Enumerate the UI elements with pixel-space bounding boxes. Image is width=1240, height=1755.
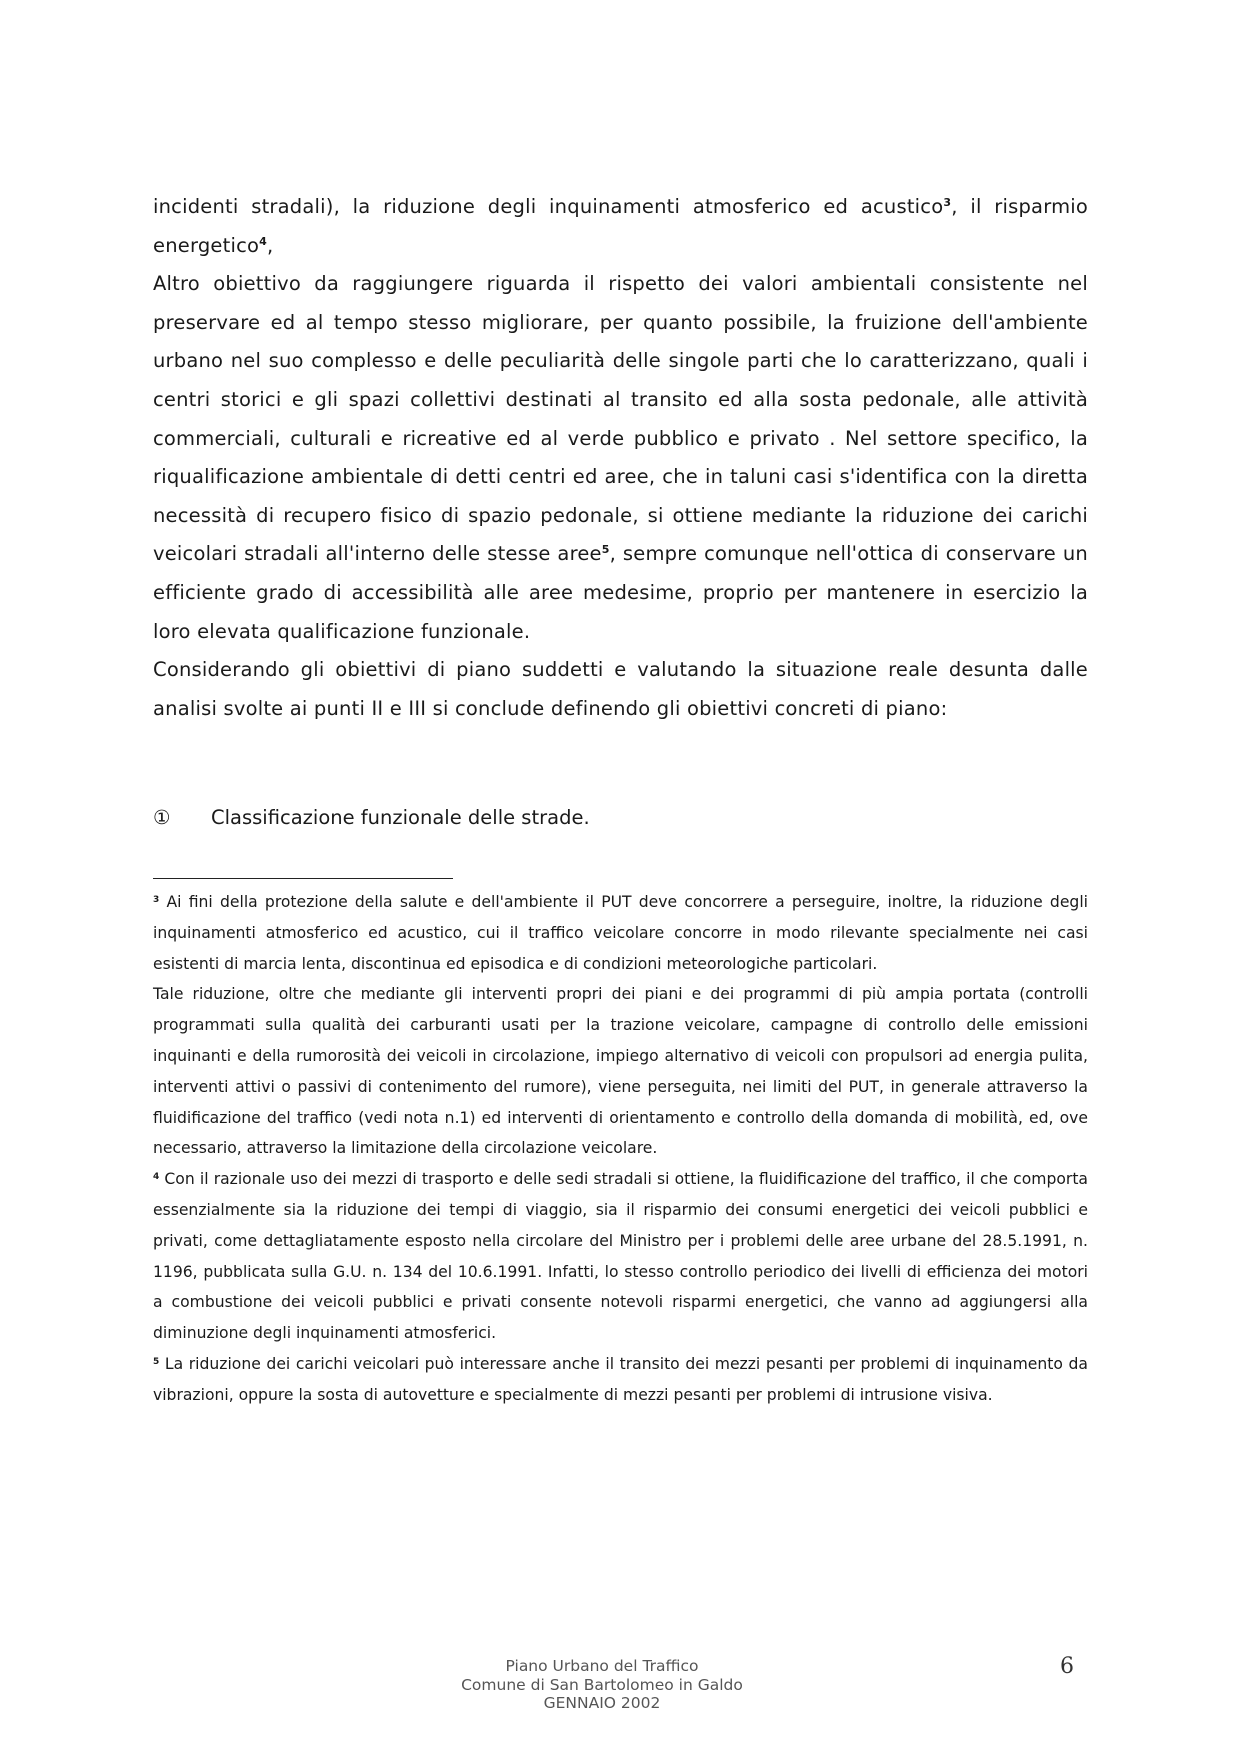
footnote-3: $^3$ Ai fini della protezione della salute e dell'ambiente il PUT deve concorrere a perseguire, inoltre, la riduzione degli inquinamenti atmosferico ed acustico, cui il traffico veicolare concorre in modo rilevante specialmente nei casi esistenti di marcia lenta, discontinua ed episodica e di condizioni meteorologiche particolari. [153,893,1088,973]
paragraph-3: Considerando gli obiettivi di piano suddetti e valutando la situazione reale desunta dalle analisi svolte ai punti II e III si conclude definendo gli obiettivi concreti di piano: [153,658,1088,720]
footnote-ref-4[interactable]: 4 [259,234,267,248]
footnote-ref-3[interactable]: 3 [943,196,952,209]
footnote-4: $^4$ Con il razionale uso dei mezzi di trasporto e delle sedi stradali si ottiene, la fluidificazione del traffico, il che comporta essenzialmente sia la riduzione dei tempi di viaggio, sia il risparmio dei consumi energetici dei veicoli pubblici e privati, come dettagliatamente esposto nella circolare del Ministro per i problemi delle aree urbane del 28.5.1991, n. 1196, pubblicata sulla G.U. n. 134 del 10.6.1991. Infatti, lo stesso controllo periodico dei livelli di efficienza dei motori a combustione dei veicoli pubblici e privati consente notevoli risparmi energetici, che vanno ad aggiungersi alla diminuzione degli inquinamenti atmosferici. [153,1170,1088,1343]
footnote-number-4: 4 [153,1172,160,1183]
footnote-ref-5[interactable]: 5 [601,543,610,557]
footer-date: GENNAIO 2002 [543,1694,661,1712]
footer-municipality: Comune di San Bartolomeo in Galdo [461,1675,743,1694]
footnotes [153,887,1088,1411]
main-body [153,188,1088,728]
footnote-5: $^5$ La riduzione dei carichi veicolari può interessare anche il transito dei mezzi pesanti per problemi di inquinamento da vibrazioni, oppure la sosta di autovetture e specialmente di mezzi pesanti per problemi di intrusione visiva. [153,1354,1088,1404]
footnote-number-5: 5 [153,1356,160,1367]
page-number: 6 [1060,1654,1074,1679]
footnote-separator [153,878,453,879]
page-footer [400,1657,804,1713]
list-item [153,803,590,833]
footnote-number-3: 3 [153,895,160,905]
paragraph-2: Altro obiettivo da raggiungere riguarda il rispetto dei valori ambientali consistente nel preservare ed al tempo stesso migliorare, per quanto possibile, la fruizione dell'ambiente urbano nel suo complesso e delle peculiarità delle singole parti che lo caratterizzano, quali i centri storici e gli spazi collettivi destinati al transito ed alla sosta pedonale, alle attività commerciali, culturali e ricreative ed al verde pubblico e privato . Nel settore specifico, la riqualificazione ambientale di detti centri ed aree, che in taluni casi s'identifica con la diretta necessità di recupero fisico di spazio pedonale, si ottiene mediante la riduzione dei carichi veicolari stradali all'interno delle stesse aree$^5$, sempre comunque nell'ottica di conservare un efficiente grado di accessibilità alle aree medesime, proprio per mantenere in esercizio la loro elevata qualificazione funzionale. [153,272,1088,643]
list-item-text: Classificazione funzionale delle strade. [211,806,590,829]
paragraph-1: incidenti stradali), la riduzione degli inquinamenti atmosferico ed acustico$^3$, il risparmio energetico$^4$, [153,195,1089,257]
circled-one-marker: ① [153,806,171,829]
footer-title: Piano Urbano del Traffico [505,1657,699,1675]
footnote-3-continued: Tale riduzione, oltre che mediante gli interventi propri dei piani e dei programmi di più ampia portata (controlli programmati sulla qualità dei carburanti usati per la trazione veicolare, campagne di controllo delle emissioni inquinanti e della rumorosità dei veicoli in circolazione, impiego alternativo di veicoli con propulsori ad energia pulita, interventi attivi o passivi di contenimento del rumore), viene perseguita, nei limiti del PUT, in generale attraverso la fluidificazione del traffico (vedi nota n.1) ed interventi di orientamento e controllo della domanda di mobilità, ed, ove necessario, attraverso la limitazione della circolazione veicolare. [153,985,1088,1158]
